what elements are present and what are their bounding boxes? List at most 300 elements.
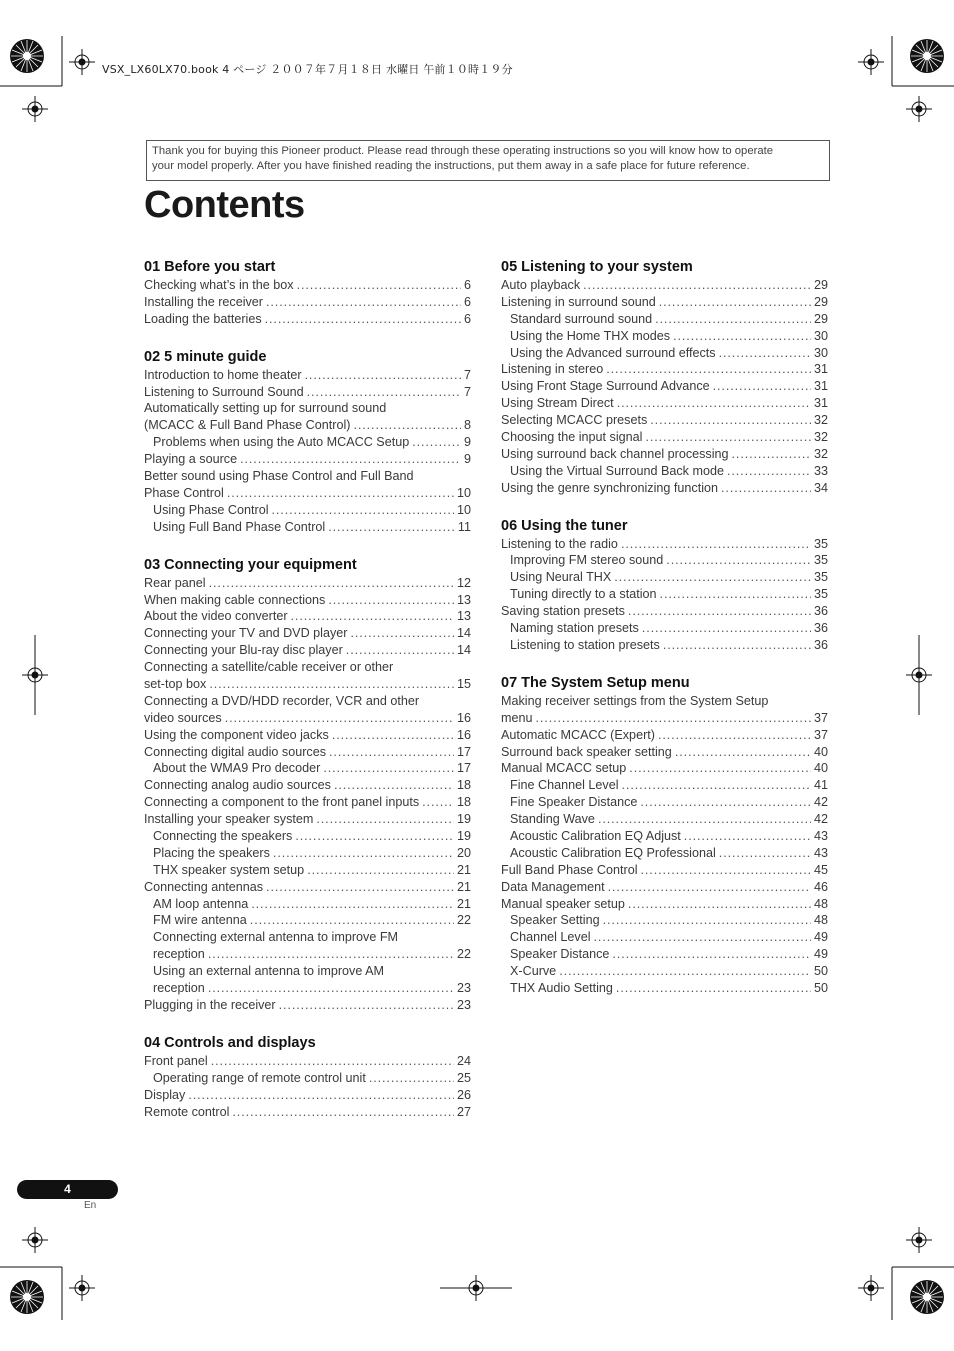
toc-entry[interactable] xyxy=(501,378,828,395)
toc-entry-page: 14 xyxy=(456,643,471,658)
toc-entry-page: 31 xyxy=(813,396,828,411)
dot-leader xyxy=(650,412,811,429)
toc-entry[interactable] xyxy=(144,625,471,642)
toc-entry-page: 31 xyxy=(813,362,828,377)
dot-leader xyxy=(583,277,811,294)
toc-entry-page: 32 xyxy=(813,430,828,445)
toc-entry-page: 49 xyxy=(813,930,828,945)
toc-entry-page: 43 xyxy=(813,845,828,860)
toc-entry[interactable] xyxy=(501,637,828,654)
toc-entry[interactable] xyxy=(501,744,828,761)
dot-leader xyxy=(208,946,454,963)
toc-entry[interactable] xyxy=(144,434,471,451)
dot-leader xyxy=(732,446,811,463)
toc-entry-label: Phase Control xyxy=(144,485,224,500)
toc-entry-label: Connecting digital audio sources xyxy=(144,744,327,759)
toc-entry[interactable] xyxy=(144,963,471,997)
toc-entry[interactable] xyxy=(501,586,828,603)
toc-entry[interactable] xyxy=(144,400,471,434)
toc-entry[interactable] xyxy=(144,277,471,294)
toc-entry[interactable] xyxy=(144,608,471,625)
intro-notice xyxy=(146,140,830,181)
toc-entry[interactable] xyxy=(501,862,828,879)
dot-leader xyxy=(209,676,454,693)
dot-leader xyxy=(594,929,811,946)
toc-entry-label: Speaker Distance xyxy=(510,947,610,962)
dot-leader xyxy=(614,569,811,586)
dot-leader xyxy=(645,429,811,446)
toc-entry-page: 32 xyxy=(813,413,828,428)
dot-leader xyxy=(329,744,454,761)
toc-entry-label-line1: Connecting a DVD/HDD recorder, VCR and other xyxy=(144,693,420,708)
dot-leader xyxy=(621,536,811,553)
toc-entry-page: 7 xyxy=(463,384,471,399)
toc-section-04 xyxy=(144,1035,471,1121)
toc-entry-label: video sources xyxy=(144,710,222,725)
toc-entry[interactable] xyxy=(501,311,828,328)
toc-entry-page: 10 xyxy=(456,485,471,500)
toc-entry[interactable] xyxy=(144,727,471,744)
dot-leader xyxy=(603,912,811,929)
dot-leader xyxy=(713,378,811,395)
toc-entry-page: 29 xyxy=(813,278,828,292)
print-file-header: VSX_LX60LX70.book 4 ページ ２００７年７月１８日 水曜日 午前１０時１９分 xyxy=(102,63,513,76)
intro-line-1: Thank you for buying this Pioneer product. Please read through these operating instructions so you will know how to operate xyxy=(152,145,774,157)
dot-leader xyxy=(663,637,811,654)
toc-entry-label: Acoustic Calibration EQ Professional xyxy=(510,845,716,860)
toc-entry[interactable] xyxy=(501,446,828,463)
toc-entry-label: Choosing the input signal xyxy=(501,430,643,445)
toc-entry-page: 15 xyxy=(456,676,471,691)
dot-leader xyxy=(684,828,811,845)
dot-leader xyxy=(608,879,811,896)
toc-entry[interactable] xyxy=(144,1104,471,1121)
dot-leader xyxy=(606,361,811,378)
toc-entry-label: Using the component video jacks xyxy=(144,727,329,742)
toc-entry-page: 7 xyxy=(463,367,471,382)
toc-entry-page: 45 xyxy=(813,862,828,877)
dot-leader xyxy=(629,760,811,777)
dot-leader xyxy=(655,311,811,328)
toc-entry-label: reception xyxy=(153,947,205,962)
dot-leader xyxy=(346,642,454,659)
toc-entry-label-line1: Making receiver settings from the System Setup xyxy=(501,693,769,708)
toc-entry[interactable] xyxy=(144,575,471,592)
dot-leader xyxy=(227,485,454,502)
toc-entry[interactable] xyxy=(501,912,828,929)
dot-leader xyxy=(334,777,454,794)
toc-entry[interactable] xyxy=(144,828,471,845)
page-title: Contents xyxy=(144,184,305,226)
toc-entry[interactable] xyxy=(144,997,471,1014)
dot-leader xyxy=(323,760,454,777)
toc-entry-page: 41 xyxy=(813,778,828,793)
toc-section-07 xyxy=(501,675,828,997)
dot-leader xyxy=(660,586,811,603)
language-code: En xyxy=(84,1200,97,1211)
toc-entry-page: 40 xyxy=(813,761,828,776)
toc-entry[interactable] xyxy=(501,693,828,727)
toc-entry-label: Listening to Surround Sound xyxy=(144,384,304,399)
toc-entry-label: menu xyxy=(501,710,533,725)
toc-entry-label: Data Management xyxy=(501,879,605,894)
toc-entry-page: 40 xyxy=(813,744,828,759)
toc-entry-page: 23 xyxy=(456,997,471,1012)
toc-entry-label: Using Neural THX xyxy=(510,570,612,585)
toc-entry-label: Using Stream Direct xyxy=(501,396,614,411)
toc-entry-page: 29 xyxy=(813,311,828,326)
toc-entry[interactable] xyxy=(144,519,471,536)
toc-entry-label: Rear panel xyxy=(144,575,206,590)
toc-entry[interactable] xyxy=(144,811,471,828)
toc-entry[interactable] xyxy=(501,429,828,446)
toc-entry-page: 25 xyxy=(456,1070,471,1085)
toc-entry[interactable] xyxy=(501,896,828,913)
toc-section-06 xyxy=(501,518,828,654)
toc-entry-label: Auto playback xyxy=(501,278,581,292)
dot-leader xyxy=(350,625,454,642)
toc-entry-label: Channel Level xyxy=(510,930,591,945)
toc-entry-page: 49 xyxy=(813,947,828,962)
dot-leader xyxy=(721,480,811,497)
toc-entry[interactable] xyxy=(501,879,828,896)
toc-entry[interactable] xyxy=(144,451,471,468)
toc-entry[interactable] xyxy=(144,896,471,913)
toc-entry-page: 35 xyxy=(813,587,828,602)
toc-entry[interactable] xyxy=(144,468,471,502)
toc-entry-page: 17 xyxy=(456,744,471,759)
toc-entry-label: (MCACC & Full Band Phase Control) xyxy=(144,418,351,433)
dot-leader xyxy=(642,620,811,637)
toc-entry-page: 48 xyxy=(813,913,828,928)
toc-entry-page: 33 xyxy=(813,463,828,478)
toc-entry-page: 35 xyxy=(813,536,828,551)
toc-entry-label: THX Audio Setting xyxy=(510,980,613,995)
toc-entry[interactable] xyxy=(501,845,828,862)
toc-entry[interactable] xyxy=(501,361,828,378)
dot-leader xyxy=(265,311,461,328)
toc-entry[interactable] xyxy=(144,879,471,896)
dot-leader xyxy=(297,277,461,294)
toc-entry-label: Automatic MCACC (Expert) xyxy=(501,727,655,742)
toc-entry-page: 42 xyxy=(813,812,828,827)
toc-entry[interactable] xyxy=(501,946,828,963)
dot-leader xyxy=(273,845,454,862)
toc-entry-page: 26 xyxy=(456,1087,471,1102)
toc-entry-label: Using Front Stage Surround Advance xyxy=(501,379,710,394)
toc-entry-page: 9 xyxy=(463,435,471,450)
toc-entry-label: Using Full Band Phase Control xyxy=(153,519,326,534)
toc-entry-label: Tuning directly to a station xyxy=(510,587,657,602)
toc-entry-label: Placing the speakers xyxy=(153,845,270,860)
dot-leader xyxy=(240,451,461,468)
dot-leader xyxy=(250,912,454,929)
dot-leader xyxy=(328,519,455,536)
toc-entry-label: Speaker Setting xyxy=(510,913,600,928)
toc-entry-page: 32 xyxy=(813,446,828,461)
dot-leader xyxy=(412,434,461,451)
toc-entry[interactable] xyxy=(144,929,471,963)
toc-entry-page: 6 xyxy=(463,294,471,309)
toc-entry-label: X-Curve xyxy=(510,964,557,979)
toc-entry-label: Saving station presets xyxy=(501,604,625,619)
dot-leader xyxy=(279,997,454,1014)
toc-entry[interactable] xyxy=(501,811,828,828)
toc-entry[interactable] xyxy=(144,502,471,519)
toc-entry[interactable] xyxy=(144,1087,471,1104)
toc-entry-label: Playing a source xyxy=(144,452,238,467)
toc-entry[interactable] xyxy=(501,980,828,997)
dot-leader xyxy=(209,575,454,592)
toc-entry-label: Selecting MCACC presets xyxy=(501,413,648,428)
dot-leader xyxy=(666,552,811,569)
toc-entry[interactable] xyxy=(144,912,471,929)
toc-left-column xyxy=(144,259,471,1141)
dot-leader xyxy=(208,980,454,997)
toc-entry-page: 37 xyxy=(813,710,828,725)
toc-entry-label: Operating range of remote control unit xyxy=(153,1070,366,1085)
toc-entry-label: Remote control xyxy=(144,1104,230,1119)
toc-entry[interactable] xyxy=(144,862,471,879)
toc-entry-label: Front panel xyxy=(144,1053,208,1068)
toc-entry-page: 42 xyxy=(813,795,828,810)
toc-entry-page: 22 xyxy=(456,947,471,962)
toc-entry-label: When making cable connections xyxy=(144,592,326,607)
toc-entry[interactable] xyxy=(144,1070,471,1087)
toc-entry[interactable] xyxy=(501,552,828,569)
toc-entry-page: 10 xyxy=(456,502,471,517)
intro-line-2: your model properly. After you have finished reading the instructions, put them away in a safe place for future reference. xyxy=(152,159,750,172)
toc-entry-page: 8 xyxy=(463,418,471,433)
toc-entry-page: 37 xyxy=(813,727,828,742)
toc-entry-page: 27 xyxy=(456,1104,471,1119)
section-title: 01 Before you start xyxy=(144,259,276,275)
toc-right-column xyxy=(501,259,828,1018)
toc-entry-label: Installing your speaker system xyxy=(144,812,314,827)
toc-entry-page: 24 xyxy=(456,1053,471,1068)
toc-section-03 xyxy=(144,557,471,1014)
toc-entry-label: Using the genre synchronizing function xyxy=(501,480,719,495)
toc-entry-label: Standing Wave xyxy=(510,812,595,827)
dot-leader xyxy=(658,727,811,744)
dot-leader xyxy=(622,777,811,794)
toc-entry[interactable] xyxy=(501,963,828,980)
toc-entry-label: Full Band Phase Control xyxy=(501,862,638,877)
dot-leader xyxy=(673,328,811,345)
toc-entry[interactable] xyxy=(501,480,828,497)
toc-entry[interactable] xyxy=(501,328,828,345)
dot-leader xyxy=(640,794,811,811)
toc-entry-page: 19 xyxy=(456,829,471,843)
toc-entry-label: Listening in stereo xyxy=(501,362,604,377)
toc-entry-page: 23 xyxy=(456,981,471,996)
toc-entry-page: 50 xyxy=(813,964,828,979)
toc-entry[interactable] xyxy=(501,395,828,412)
toc-entry-label: Display xyxy=(144,1087,186,1102)
toc-entry-label: set-top box xyxy=(144,676,207,691)
toc-entry-page: 13 xyxy=(456,592,471,607)
toc-entry[interactable] xyxy=(144,659,471,693)
toc-entry-page: 29 xyxy=(813,294,828,309)
dot-leader xyxy=(616,980,811,997)
section-title: 03 Connecting your equipment xyxy=(144,556,357,573)
toc-entry-label: Connecting your Blu-ray disc player xyxy=(144,643,343,658)
toc-entry-label-line1: Using an external antenna to improve AM xyxy=(153,964,385,979)
toc-entry[interactable] xyxy=(501,777,828,794)
toc-entry[interactable] xyxy=(501,794,828,811)
toc-entry[interactable] xyxy=(144,367,471,384)
toc-entry[interactable] xyxy=(501,536,828,553)
toc-entry-label: Acoustic Calibration EQ Adjust xyxy=(510,828,681,843)
toc-entry-label: About the WMA9 Pro decoder xyxy=(153,761,321,776)
toc-entry[interactable] xyxy=(501,345,828,362)
toc-entry-page: 34 xyxy=(813,480,828,495)
dot-leader xyxy=(266,294,461,311)
dot-leader xyxy=(307,862,454,879)
dot-leader xyxy=(559,963,811,980)
toc-entry[interactable] xyxy=(144,693,471,727)
dot-leader xyxy=(295,828,454,845)
section-title: 02 5 minute guide xyxy=(144,348,267,365)
dot-leader xyxy=(211,1053,454,1070)
toc-entry[interactable] xyxy=(144,794,471,811)
dot-leader xyxy=(225,710,454,727)
toc-entry-label: Standard surround sound xyxy=(510,311,653,326)
toc-entry-label-line1: Connecting a satellite/cable receiver or other xyxy=(144,660,394,675)
dot-leader xyxy=(369,1070,454,1087)
toc-entry[interactable] xyxy=(501,760,828,777)
toc-entry-label: Listening to the radio xyxy=(501,536,618,551)
toc-entry-page: 18 xyxy=(456,778,471,793)
toc-entry[interactable] xyxy=(144,592,471,609)
dot-leader xyxy=(316,811,454,828)
toc-entry-label: Manual MCACC setup xyxy=(501,761,627,776)
toc-entry-label: Using the Home THX modes xyxy=(510,328,671,343)
toc-entry[interactable] xyxy=(144,642,471,659)
toc-entry[interactable] xyxy=(144,760,471,777)
toc-entry-page: 35 xyxy=(813,570,828,585)
toc-entry[interactable] xyxy=(501,294,828,311)
toc-entry[interactable] xyxy=(501,828,828,845)
toc-entry[interactable] xyxy=(501,620,828,637)
toc-entry-label: Connecting a component to the front panel inputs xyxy=(144,795,420,810)
toc-entry-page: 6 xyxy=(463,278,471,292)
toc-entry[interactable] xyxy=(501,929,828,946)
toc-entry-page: 12 xyxy=(456,575,471,590)
toc-entry-label: Listening to station presets xyxy=(510,637,660,652)
dot-leader xyxy=(272,502,454,519)
toc-entry-page: 20 xyxy=(456,845,471,860)
toc-entry-label-line1: Automatically setting up for surround sound xyxy=(144,401,387,416)
toc-entry[interactable] xyxy=(144,777,471,794)
toc-entry[interactable] xyxy=(144,294,471,311)
toc-entry-page: 21 xyxy=(456,862,471,877)
toc-entry[interactable] xyxy=(501,727,828,744)
dot-leader xyxy=(251,896,454,913)
toc-entry-page: 48 xyxy=(813,896,828,911)
toc-section-05 xyxy=(501,259,828,497)
toc-entry-page: 35 xyxy=(813,553,828,568)
toc-entry-label: Connecting analog audio sources xyxy=(144,778,331,793)
toc-entry-page: 36 xyxy=(813,621,828,636)
section-title: 05 Listening to your system xyxy=(501,259,693,275)
toc-entry[interactable] xyxy=(144,384,471,401)
toc-entry-label: Loading the batteries xyxy=(144,311,262,326)
dot-leader xyxy=(266,879,454,896)
dot-leader xyxy=(659,294,811,311)
dot-leader xyxy=(307,384,461,401)
toc-entry-label: Improving FM stereo sound xyxy=(510,553,664,568)
dot-leader xyxy=(719,345,811,362)
toc-entry-label: Installing the receiver xyxy=(144,294,264,309)
dot-leader xyxy=(232,1104,454,1121)
toc-entry-label: reception xyxy=(153,981,205,996)
dot-leader xyxy=(353,417,461,434)
toc-entry-page: 43 xyxy=(813,828,828,843)
toc-entry-label: Using Phase Control xyxy=(153,502,269,517)
toc-entry[interactable] xyxy=(501,412,828,429)
toc-entry[interactable] xyxy=(501,603,828,620)
toc-entry[interactable] xyxy=(501,569,828,586)
toc-entry[interactable] xyxy=(501,277,828,294)
toc-entry-page: 30 xyxy=(813,345,828,360)
toc-entry-page: 16 xyxy=(456,727,471,742)
toc-entry[interactable] xyxy=(501,463,828,480)
section-title: 06 Using the tuner xyxy=(501,517,628,534)
dot-leader xyxy=(719,845,811,862)
toc-entry-page: 22 xyxy=(456,913,471,928)
toc-entry-page: 17 xyxy=(456,761,471,776)
dot-leader xyxy=(675,744,811,761)
toc-entry-label: Checking what’s in the box xyxy=(144,278,294,292)
toc-entry-label: Listening in surround sound xyxy=(501,294,656,309)
toc-entry-label: Surround back speaker setting xyxy=(501,744,672,759)
dot-leader xyxy=(422,794,454,811)
toc-entry[interactable] xyxy=(144,845,471,862)
toc-entry-label: FM wire antenna xyxy=(153,913,247,928)
toc-entry[interactable] xyxy=(144,311,471,328)
toc-entry-label: Fine Channel Level xyxy=(510,778,619,793)
toc-entry[interactable] xyxy=(144,1053,471,1070)
toc-entry-page: 36 xyxy=(813,604,828,619)
toc-section-02 xyxy=(144,349,471,536)
toc-entry-label: Connecting antennas xyxy=(144,879,264,894)
dot-leader xyxy=(727,463,811,480)
toc-entry-label: Problems when using the Auto MCACC Setup xyxy=(153,435,410,450)
toc-entry-label: THX speaker system setup xyxy=(153,862,305,877)
dot-leader xyxy=(305,367,461,384)
toc-entry-label: Introduction to home theater xyxy=(144,367,302,382)
toc-entry-page: 19 xyxy=(456,812,471,827)
toc-entry-page: 46 xyxy=(813,879,828,894)
toc-entry-label-line1: Connecting external antenna to improve FM xyxy=(153,930,399,945)
dot-leader xyxy=(617,395,811,412)
toc-entry-page: 14 xyxy=(456,626,471,641)
toc-entry[interactable] xyxy=(144,744,471,761)
toc-entry-label: Plugging in the receiver xyxy=(144,997,276,1012)
toc-section-01 xyxy=(144,259,471,328)
dot-leader xyxy=(598,811,811,828)
dot-leader xyxy=(291,608,454,625)
toc-entry-page: 21 xyxy=(456,896,471,911)
toc-entry-label: Naming station presets xyxy=(510,621,639,636)
dot-leader xyxy=(328,592,454,609)
toc-entry-page: 18 xyxy=(456,795,471,810)
toc-entry-label: About the video converter xyxy=(144,609,288,624)
toc-entry-label: Manual speaker setup xyxy=(501,896,625,911)
toc-entry-label: Using the Advanced surround effects xyxy=(510,345,716,360)
toc-entry-label: AM loop antenna xyxy=(153,896,249,911)
